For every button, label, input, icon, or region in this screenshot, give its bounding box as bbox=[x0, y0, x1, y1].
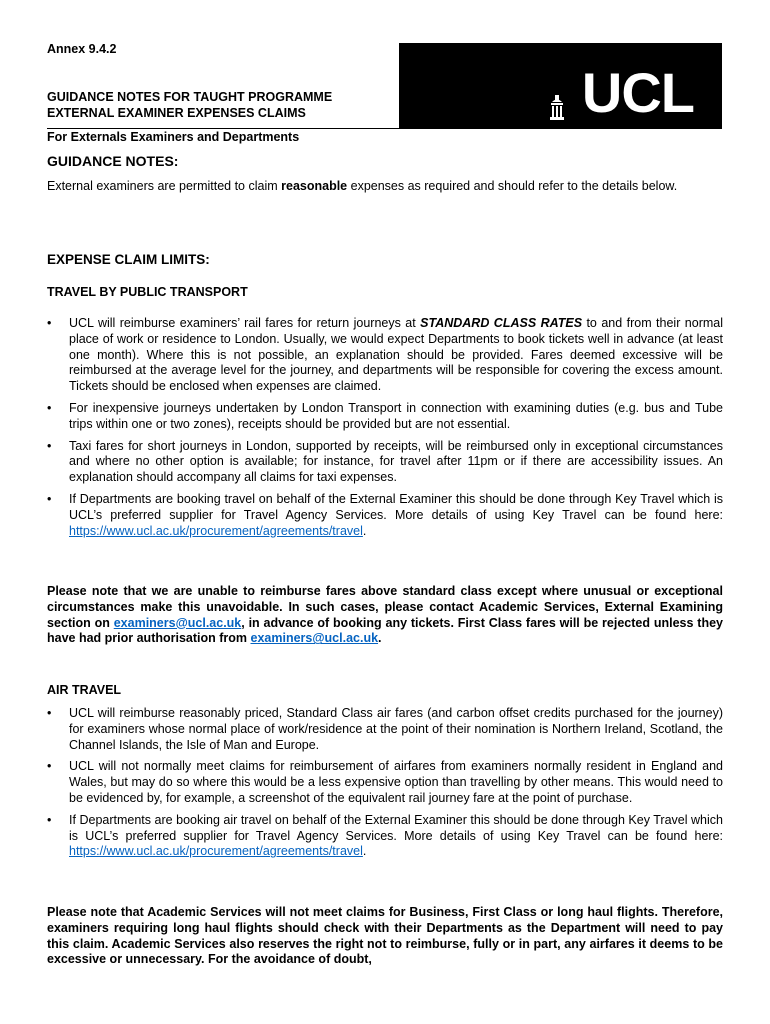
list-item bbox=[47, 439, 723, 486]
audience-line: For Externals Examiners and Departments bbox=[47, 130, 300, 144]
intro-text-start: External examiners are permitted to claim bbox=[47, 179, 282, 193]
air-key-travel-link[interactable]: https://www.ucl.ac.uk/procurement/agreements/travel bbox=[69, 844, 363, 859]
london-transport-text: For inexpensive journeys undertaken by London Transport in connection with examining duties (e.g. bus and Tube trips within one or two zones), receipts should be provided but are not essential. bbox=[69, 400, 723, 431]
england-wales-text: UCL will not normally meet claims for reimbursement of airfares from examiners normally resident in England and Wales, but may do so where this would be a less expensive option than travelling by other means. This would need to be evidenced by, for example, a screenshot of the equivalent rail journey fare at the point of purchase. bbox=[69, 759, 723, 805]
list-item bbox=[47, 706, 723, 753]
standard-class-note bbox=[47, 584, 723, 647]
ucl-logo-text: UCL bbox=[581, 61, 694, 124]
title-line-1: GUIDANCE NOTES FOR TAUGHT PROGRAMME bbox=[47, 90, 333, 104]
list-item bbox=[47, 813, 723, 860]
note1-text-end: . bbox=[378, 631, 382, 646]
taxi-fares-text: Taxi fares for short journeys in London, supported by receipts, will be reimbursed only in exceptional circumstances and where no other option is available; for instance, for travel after 11pm or if there are accessibility issues. An explanation should accompany all claims for taxi expenses. bbox=[69, 438, 723, 485]
rail-fares-text: UCL will reimburse examiners’ rail fares for return journeys at bbox=[69, 316, 421, 330]
air-travel-heading: AIR TRAVEL bbox=[47, 683, 122, 697]
intro-emphasis: reasonable bbox=[281, 179, 348, 193]
list-item bbox=[47, 759, 723, 806]
document-title bbox=[47, 89, 332, 121]
key-travel-text-end: . bbox=[362, 523, 367, 538]
note1-text: Please note that we are unable to reimburse fares above standard class except where unusual or exceptional circumstances make this unavoidable. In such cases, please contact Academic Services, External Examining section on bbox=[47, 584, 723, 630]
examiners-email-link[interactable]: examiners@ucl.ac.uk bbox=[113, 615, 242, 630]
portico-icon bbox=[549, 95, 565, 121]
air-fares-text: UCL will reimburse reasonably priced, Standard Class air fares (and carbon offset credits purchased for the journey) for examiners whose normal place of work/residence at the point of their nomination is Northern Ireland, Scotland, the Channel Islands, the Isle of Man and Europe. bbox=[69, 706, 723, 752]
guidance-intro bbox=[47, 179, 723, 195]
rail-fares-text-cont: to and from their normal place of work or residence to London. Usually, we would expect Departments to book tickets well in advance (at least one month). Where this is not possible, an explanation should be provided. Fares deemed excessive will be reimbursed at the average level for the journey, and departments will be responsible for covering the excess amount. Tickets should be enclosed when expenses are claimed. bbox=[69, 316, 723, 394]
note1-text-mid: , in advance of booking any tickets. First Class fares will be rejected unless they have had prior authorisation from bbox=[47, 615, 723, 646]
examiners-email-link-2[interactable]: examiners@ucl.ac.uk bbox=[250, 631, 379, 646]
list-item bbox=[47, 401, 723, 433]
public-transport-heading: TRAVEL BY PUBLIC TRANSPORT bbox=[47, 285, 248, 299]
list-item bbox=[47, 492, 723, 539]
list-item bbox=[47, 316, 723, 395]
title-line-2: EXTERNAL EXAMINER EXPENSES CLAIMS bbox=[47, 106, 306, 120]
public-transport-list bbox=[47, 316, 723, 545]
standard-class-emphasis: STANDARD CLASS RATES bbox=[420, 316, 583, 330]
annex-label: Annex 9.4.2 bbox=[47, 42, 117, 56]
air-key-travel-text: If Departments are booking air travel on behalf of the External Examiner this should be done through Key Travel which is UCL’s preferred supplier for Travel Agency Services. More details of using Key Travel can be found here: bbox=[69, 812, 723, 843]
intro-text-end: expenses as required and should refer to the details below. bbox=[347, 179, 678, 193]
key-travel-text: If Departments are booking travel on behalf of the External Examiner this should be done through Key Travel which is UCL’s preferred supplier for Travel Agency Services. More details of using Key Travel can be found here: bbox=[69, 491, 723, 522]
guidance-heading: GUIDANCE NOTES: bbox=[47, 153, 179, 169]
header-divider bbox=[47, 128, 400, 129]
key-travel-link[interactable]: https://www.ucl.ac.uk/procurement/agreements/travel bbox=[69, 523, 363, 538]
ucl-logo bbox=[399, 43, 722, 129]
air-key-travel-text-end: . bbox=[362, 844, 367, 859]
expense-limits-heading: EXPENSE CLAIM LIMITS: bbox=[47, 252, 210, 267]
long-haul-note: Please note that Academic Services will not meet claims for Business, First Class or long haul flights. Therefore, examiners requiring long haul flights should check with their Departments as the Department will need to pay this claim. Academic Services also reserves the right not to reimburse, fully or in part, any airfares it deems to be excessive or unnecessary. For the avoidance of doubt, bbox=[47, 905, 723, 967]
air-travel-list bbox=[47, 706, 723, 866]
